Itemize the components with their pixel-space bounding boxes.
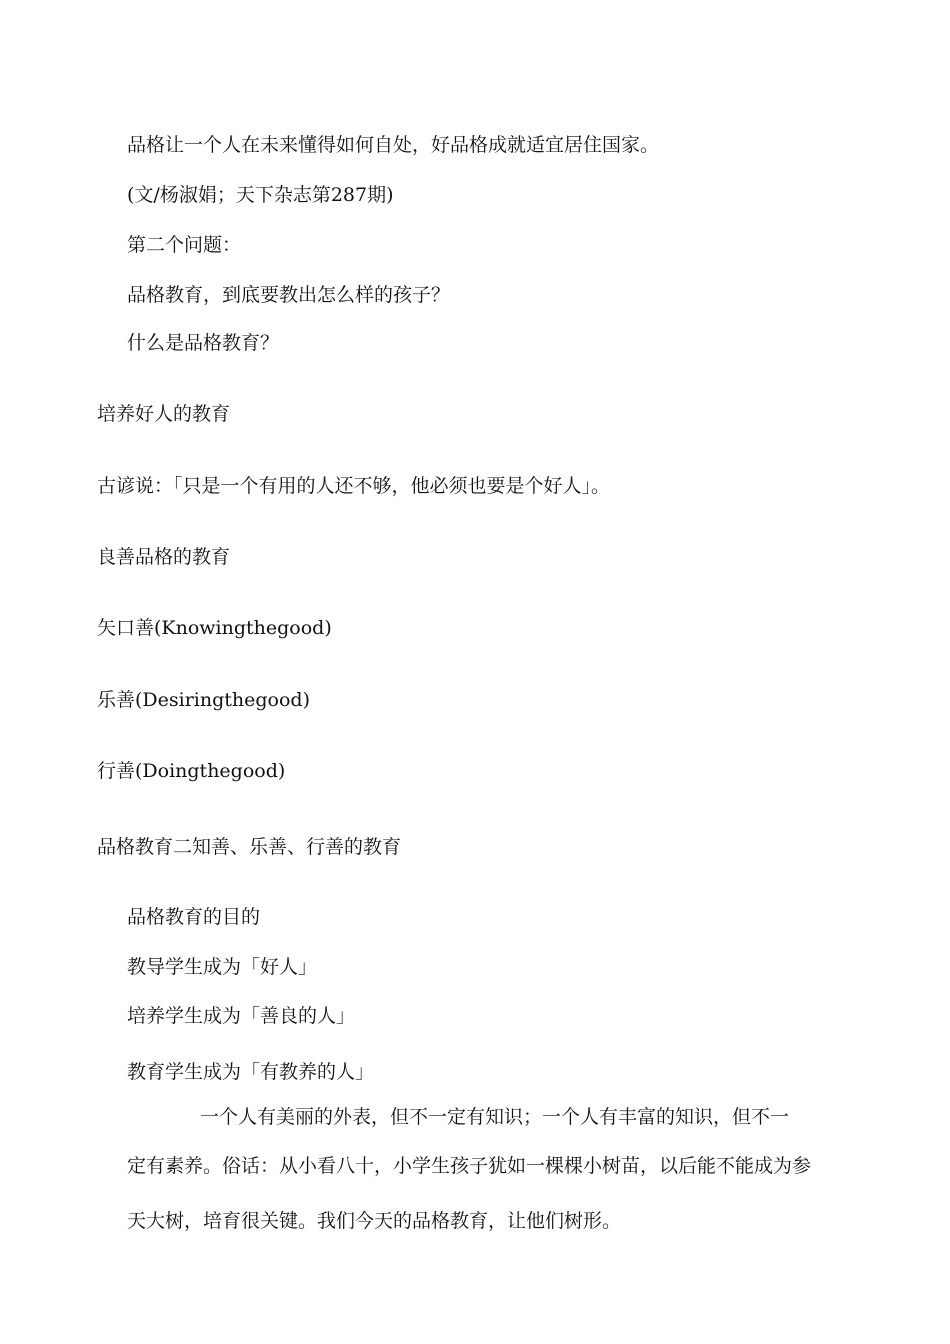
list-item: 乐善(Desiringthegood)	[97, 689, 311, 711]
citation-line: (文/杨淑娟；天下杂志第287期)	[127, 184, 394, 206]
section-heading: 品格教育的目的	[127, 906, 261, 928]
list-item: 教育学生成为「有教养的人」	[127, 1061, 375, 1083]
question-line: 品格教育，到底要教出怎么样的孩子？	[127, 284, 451, 306]
quote-line: 古谚说：「只是一个有用的人还不够，他必须也要是个好人」。	[97, 475, 611, 497]
list-item: 矢口善(Knowingthegood)	[97, 617, 332, 639]
heading-line: 良善品格的教育	[97, 546, 231, 568]
list-item: 培养学生成为「善良的人」	[127, 1005, 356, 1027]
paragraph-line: 品格让一个人在未来懂得如何自处，好品格成就适宜居住国家。	[127, 134, 660, 156]
section-heading: 第二个问题：	[127, 234, 242, 256]
paragraph-line: 定有素养。俗话：从小看八十，小学生孩子犹如一棵棵小树苗，以后能不能成为参	[127, 1155, 812, 1177]
heading-line: 培养好人的教育	[97, 403, 231, 425]
paragraph-line: 一个人有美丽的外表，但不一定有知识；一个人有丰富的知识，但不一	[200, 1106, 790, 1128]
list-item: 教导学生成为「好人」	[127, 956, 318, 978]
list-item: 行善(Doingthegood)	[97, 760, 286, 782]
question-line: 什么是品格教育？	[127, 332, 280, 354]
summary-line: 品格教育二知善、乐善、行善的教育	[97, 836, 402, 858]
paragraph-line: 天大树，培育很关键。我们今天的品格教育，让他们树形。	[127, 1210, 622, 1232]
